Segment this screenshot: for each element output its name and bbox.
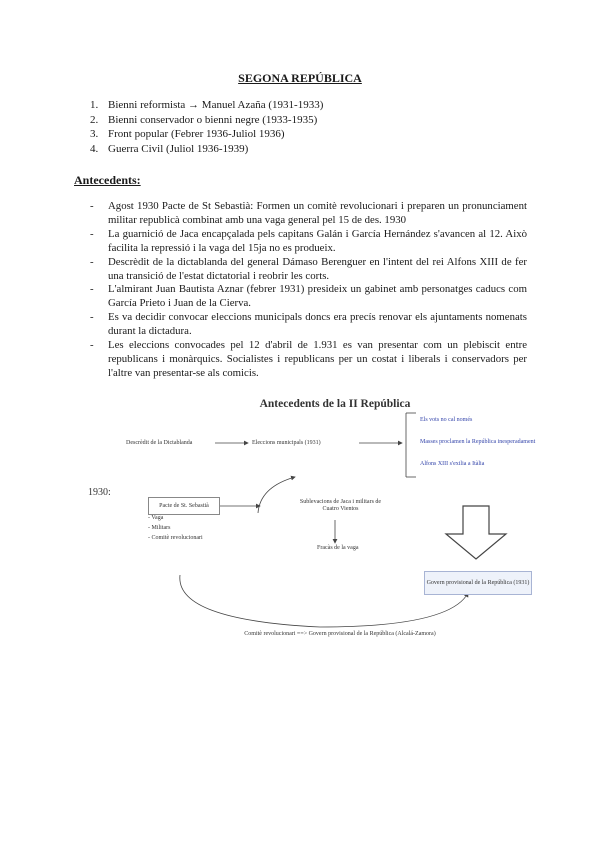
list-item: 4. Guerra Civil (Juliol 1936-1939) (90, 142, 249, 155)
periods-list (90, 98, 323, 156)
result-label: Alfons XIII s'exilia a Itàlia (420, 461, 485, 467)
discredit-label: Descrèdit de la Dictablanda (126, 440, 193, 446)
pact-item: - Vaga (148, 515, 164, 521)
committee-label: Comitè revolucionari ==> Govern provisional de la República (Alcalá-Zamora) (244, 631, 436, 637)
list-item: - Es va decidir convocar eleccions municipals doncs era precís renovar els ajuntaments nomenats durant la dictadura. (90, 311, 527, 338)
antecedents-heading: Antecedents: (74, 173, 141, 187)
pact-box: Pacte de St. Sebastià (148, 497, 220, 515)
antecedents-diagram (80, 395, 590, 660)
result-label: Masses proclamen la República inesperadament (420, 439, 536, 445)
pact-item: - Comitè revolucionari (148, 535, 203, 541)
list-item: 2. Bienni conservador o bienni negre (1933-1935) (90, 113, 318, 126)
diagram-year: 1930: (88, 487, 111, 498)
list-item: 1. Bienni reformista → Manuel Azaña (1931-1933) (90, 99, 324, 111)
list-item: 3. Front popular (Febrer 1936-Juliol 1936) (90, 128, 285, 140)
list-item: - Les eleccions convocades pel 12 d'abril de 1.931 es van presentar com un plebiscit entre republicans i monàrquics. Socialistes i republicans per un costat i liberals i conservadors per l'altre van presentar-se als comicis. (90, 339, 527, 379)
list-item: - La guarnició de Jaca encapçalada pels capitans Galán i García Hernández s'avancen al 12. Això facilita la repressió i la vaga del 15ja no es produeix. (90, 227, 527, 254)
page-title: SEGONA REPÚBLICA (238, 71, 362, 85)
antecedents-list (90, 200, 527, 381)
elections-label: Eleccions municipals (1931) (252, 440, 321, 446)
list-item: - L'almirant Juan Bautista Aznar (febrer 1931) presideix un gabinet amb personatges caducs com García Prieto i Juan de la Cierva. (90, 283, 527, 310)
result-label: Els vots no cal només (420, 417, 473, 423)
pact-item: - Militars (148, 525, 171, 531)
list-item: - Agost 1930 Pacte de St Sebastià: Formen un comitè revolucionari i preparen un pronunciament militar republicà combinat amb una vaga general pel 15 de des. 1930 (90, 200, 527, 226)
uprising-label: Sublevacions de Jaca i militars de Cuatro Vientos (299, 499, 382, 512)
failure-label: Fracàs de la vaga (317, 545, 359, 551)
list-item: - Descrèdit de la dictablanda del general Dámaso Berenguer en l'intent del rei Alfons XIII de fer una transició de l'estat dictatorial i reobrir les corts. (90, 255, 527, 282)
provisional-government-box: Govern provisional de la República (1931) (424, 571, 532, 595)
diagram-title: Antecedents de la II República (259, 398, 411, 410)
